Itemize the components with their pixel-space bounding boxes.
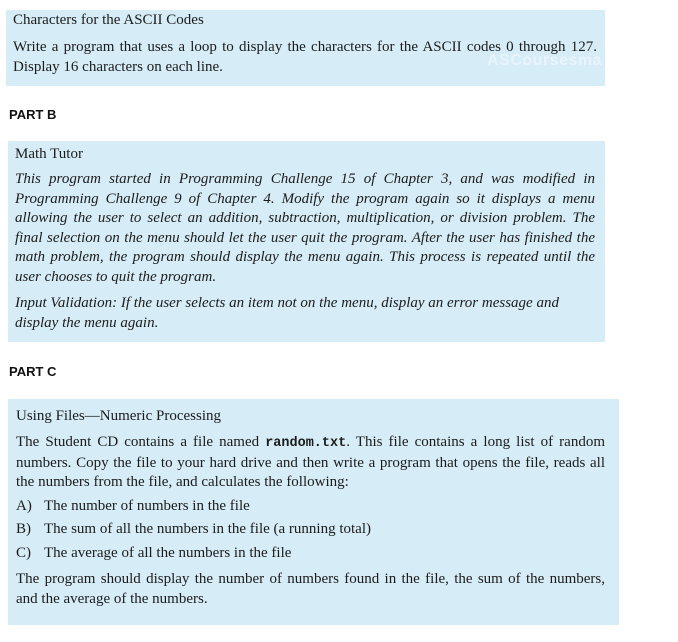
list-item-text: The sum of all the numbers in the file (a running total): [44, 521, 371, 537]
part-c-closing: The program should display the number of numbers found in the file, the sum of the numbers, and the average of the numbers.: [16, 571, 605, 607]
part-c-title: Using Files—Numeric Processing: [16, 408, 221, 424]
part-c-body-before: The Student CD contains a file named: [16, 434, 266, 450]
part-c-filename: random.txt: [265, 436, 347, 451]
list-item-letter: B): [16, 521, 31, 537]
part-b-validation: Input Validation: If the user selects an item not on the menu, display an error message and display the menu again.: [15, 295, 559, 331]
list-item-text: The number of numbers in the file: [44, 497, 250, 514]
part-c-box: [8, 399, 619, 625]
list-item-letter: A): [16, 497, 32, 514]
part-c-body-after: . This file contains a long list of random numbers. Copy the file to your hard drive and then write a program that opens the file, reads all the numbers from the file, and calculates the following:: [16, 434, 605, 490]
part-a-body: Write a program that uses a loop to display the characters for the ASCII codes 0 through 127. Display 16 characters on each line.: [13, 39, 597, 75]
list-item: [16, 520, 605, 540]
part-a-title: Characters for the ASCII Codes: [13, 12, 204, 28]
part-b-title: Math Tutor: [15, 146, 83, 162]
part-c-heading: PART C: [9, 364, 57, 379]
part-b-body: [15, 170, 595, 287]
part-b-heading: PART B: [9, 107, 57, 122]
list-item: [16, 497, 605, 517]
part-a-box: [6, 10, 605, 86]
part-c-body: [16, 433, 605, 493]
list-item-text: The average of all the numbers in the file: [44, 544, 292, 561]
part-b-body-text: This program started in Programming Challenge 15 of Chapter 3, and was modified in Programming Challenge 9 of Chapter 4. Modify the program again so it displays a menu allowing the user to select an addition, subtraction, multiplication, or division problem. The final selection on the menu should let the user quit the program. After the user has finished the math problem, the program should display the menu again. This process is repeated until the user chooses to quit the program.: [15, 171, 595, 285]
watermark-text: ASCoursesma: [487, 52, 602, 69]
part-b-box: [8, 141, 605, 342]
list-item-letter: C): [16, 544, 31, 561]
list-item: [16, 544, 605, 564]
